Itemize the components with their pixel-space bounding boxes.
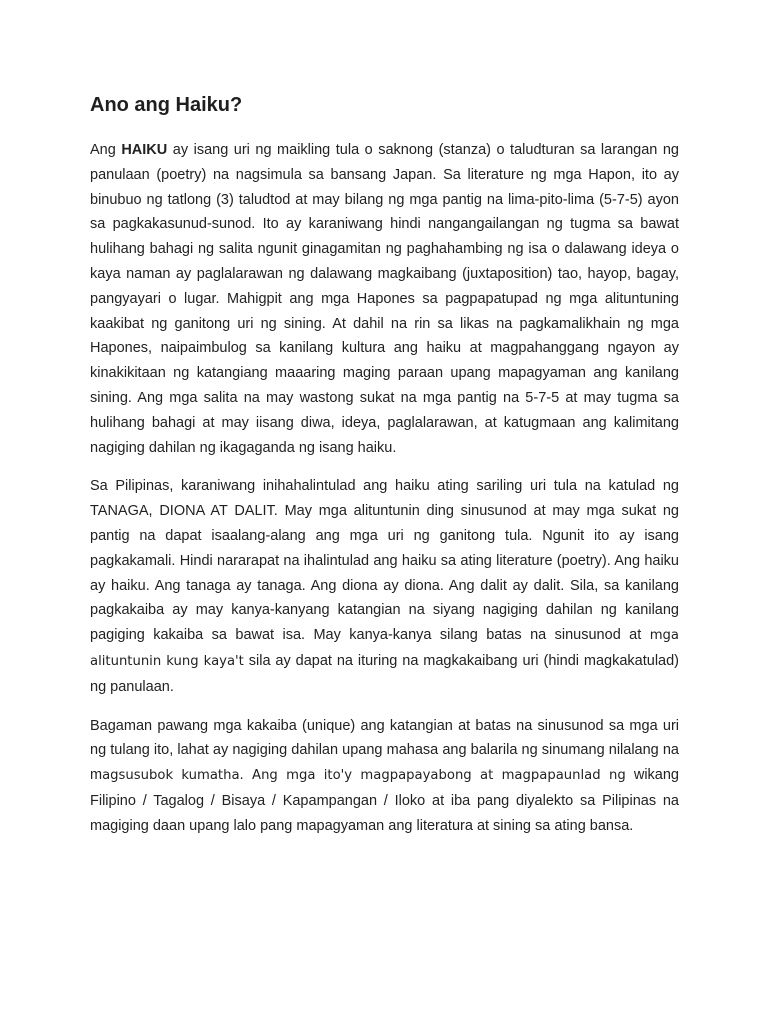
paragraph-2-alt-font-span: mga alituntunin kung kaya't [90, 628, 679, 669]
paragraph-2 [90, 474, 679, 699]
paragraph-3-alt-font-span: agsusubok kumatha. Ang mga ito'y magpapayabong at magpapaunlad ng [102, 768, 626, 784]
paragraph-3-tail: wikang Filipino / Tagalog / Bisaya / Kapampangan / Iloko at iba pang diyalekto sa Pilipinas na magiging daan upang lalo pang mapagyaman ang literatura at sining sa ating bansa. [90, 767, 679, 834]
paragraph-2-body: Sa Pilipinas, karaniwang inihahalintulad ang haiku ating sariling uri tula na katulad ng TANAGA, DIONA AT DALIT. May mga alituntunin ding sinusunod at may mga sukat ng pantig na dapat isaalang-alang ang mga uri ng ganitong tula. Ngunit ito ay isang pagkakamali. Hindi nararapat na ihalintulad ang haiku sa ating literature (poetry). Ang haiku ay haiku. Ang tanaga ay tanaga. Ang diona ay diona. Ang dalit ay dalit. Sila, sa kanilang pagkakaiba ay may kanya-kanyang katangian na siyang nagiging dahilan ng kanilang pagiging kakaiba sa bawat isa. May kanya-kanya silang batas na sinusunod at [90, 478, 679, 644]
paragraph-3 [90, 714, 679, 839]
paragraph-1 [90, 138, 679, 460]
document-title: Ano ang Haiku? [90, 94, 243, 116]
paragraph-1-lead: Ang [90, 142, 122, 158]
haiku-term: HAIKU [121, 142, 168, 158]
paragraph-3-body: Bagaman pawang mga kakaiba (unique) ang katangian at batas na sinusunod sa mga uri ng tulang ito, lahat ay nagiging dahilan upang mahasa ang balarila ng sinumang nilalang na m [90, 717, 679, 784]
paragraph-2-tail: sila ay dapat na ituring na magkakaibang uri (hindi magkakatulad) ng panulaan. [90, 652, 680, 695]
document-page [90, 88, 679, 853]
paragraph-1-body: ay isang uri ng maikling tula o saknong (stanza) o taludturan sa larangan ng panulaan (poetry) na nagsimula sa bansang Japan. Sa literature ng mga Hapon, ito ay binubuo ng tatlong (3) taludtod at may bilang ng mga pantig na lima-pito-lima (5-7-5) ayon sa pagkakasunud-sunod. Ito ay karaniwang hindi nangangailangan ng tugma sa bawat hulihang bahagi ng salita ngunit ginagamitan ng paghahambing ng isa o dalawang ideya o kaya naman ay paglalarawan ng dalawang magkaibang (juxtaposition) tao, hayop, bagay, pangyayari o lugar. Mahigpit ang mga Hapones sa pagpapatupad ng mga alituntuning kaakibat ng ganitong uri ng sining. At dahil na rin sa likas na pagkamalikhain ng mga Hapones, naipaimbulog sa kanilang kultura ang haiku at magpahanggang ngayon ay kinakikitaan ng katangiang maaaring maging paraan upang mapagyaman ang kanilang sining. Ang mga salita na may wastong sukat na mga pantig na 5-7-5 at may tugma sa hulihang bahagi at may iisang diwa, ideya, paglalarawan, at katugmaan ang kalimitang nagiging dahilan ng ikagaganda ng isang haiku. [90, 142, 679, 456]
